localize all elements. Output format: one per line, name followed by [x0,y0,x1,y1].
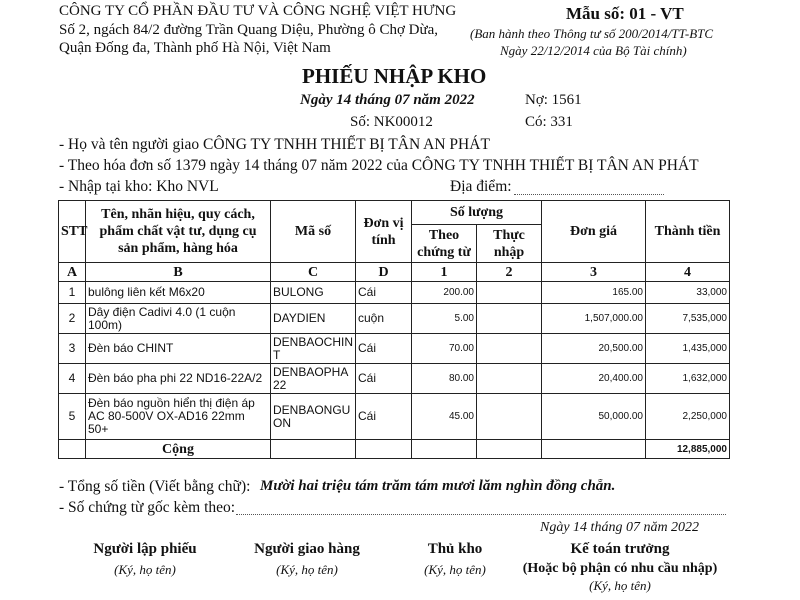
signature-title: Kế toán trưởng [570,541,670,557]
letter-c: C [271,263,356,282]
row-stt: 1 [59,282,86,304]
row-qty-doc: 45.00 [412,394,477,440]
document-title: PHIẾU NHẬP KHO [302,64,487,88]
letter-1: 1 [412,263,477,282]
document-number: Số: NK00012 [350,114,433,130]
header-quantity: Số lượng [412,201,542,225]
signature-title: Người giao hàng [254,541,360,557]
row-code: DENBAONGUON [271,394,356,440]
row-price: 20,500.00 [542,334,646,364]
table-row [59,304,730,334]
row-qty-actual [477,304,542,334]
row-name: Đèn báo CHINT [86,334,271,364]
row-name: Đèn báo pha phi 22 ND16-22A/2 [86,364,271,394]
row-qty-doc: 200.00 [412,282,477,304]
signature-title: Người lập phiếu [93,541,197,557]
location-label: Địa điểm: [450,178,512,195]
row-code: DENBAOPHA22 [271,364,356,394]
header-amount: Thành tiền [646,201,730,263]
row-price: 20,400.00 [542,364,646,394]
company-address-line1: Số 2, ngách 84/2 đường Trần Quang Diệu, Phường ô Chợ Dừa, [59,22,439,38]
signature-note: (Ký, họ tên) [424,562,486,577]
sign-date: Ngày 14 tháng 07 năm 2022 [540,520,700,535]
row-code: DENBAOCHINT [271,334,356,364]
attachments-line: - Số chứng từ gốc kèm theo: [59,499,236,516]
row-name: Đèn báo nguồn hiển thị điện áp AC 80-500V OX-AD16 22mm 50+ [86,394,271,440]
table-row [59,364,730,394]
header-unit: Đơn vị tính [356,201,412,263]
table-row [59,334,730,364]
signature-block-preparer [70,541,220,578]
credit-account: Có: 331 [525,114,573,130]
row-name: Dây điện Cadivi 4.0 (1 cuộn 100m) [86,304,271,334]
row-qty-actual [477,282,542,304]
row-amount: 2,250,000 [646,394,730,440]
row-unit: Cái [356,334,412,364]
letter-2: 2 [477,263,542,282]
row-stt: 3 [59,334,86,364]
row-unit: Cái [356,364,412,394]
total-words-label: - Tổng số tiền (Viết bằng chữ): [59,478,251,495]
header-code: Mã số [271,201,356,263]
letter-3: 3 [542,263,646,282]
company-address-line2: Quận Đống đa, Thành phố Hà Nội, Việt Nam [59,40,331,56]
row-amount: 33,000 [646,282,730,304]
header-name: Tên, nhãn hiệu, quy cách, phẩm chất vật tư, dụng cụ sản phẩm, hàng hóa [86,201,271,263]
letter-d: D [356,263,412,282]
row-code: DAYDIEN [271,304,356,334]
row-qty-actual [477,364,542,394]
header-qty-actual: Thực nhập [477,225,542,263]
row-unit: Cái [356,394,412,440]
total-row [59,440,730,459]
signature-note: (Ký, họ tên) [276,562,338,577]
signature-block-deliverer [232,541,382,578]
row-qty-actual [477,394,542,440]
signature-block-storekeeper [400,541,510,578]
header-qty-doc: Theo chứng từ [412,225,477,263]
row-stt: 5 [59,394,86,440]
total-words: Mười hai triệu tám trăm tám mươi lăm nghìn đồng chẵn. [260,478,616,494]
row-name: bulông liên kết M6x20 [86,282,271,304]
letter-a: A [59,263,86,282]
form-code: Mẫu số: 01 - VT [566,4,684,23]
row-price: 165.00 [542,282,646,304]
signature-block-accountant [505,541,735,594]
circular-line2: Ngày 22/12/2014 của Bộ Tài chính) [500,43,687,58]
location-dotted-line [514,194,664,195]
header-stt: STT [59,201,86,263]
total-label: Cộng [86,440,271,459]
signature-note: (Ký, họ tên) [114,562,176,577]
invoice-line: - Theo hóa đơn số 1379 ngày 14 tháng 07 năm 2022 của CÔNG TY TNHH THIẾT BỊ TÂN AN PHÁT [59,157,699,174]
row-amount: 7,535,000 [646,304,730,334]
document-date: Ngày 14 tháng 07 năm 2022 [300,92,475,108]
company-name: CÔNG TY CỔ PHẦN ĐẦU TƯ VÀ CÔNG NGHỆ VIỆT HƯNG [59,3,457,19]
row-qty-doc: 80.00 [412,364,477,394]
row-amount: 1,435,000 [646,334,730,364]
goods-table [58,200,730,459]
signature-note: (Ký, họ tên) [589,578,651,593]
row-qty-doc: 70.00 [412,334,477,364]
signature-subtitle: (Hoặc bộ phận có nhu cầu nhập) [522,561,718,576]
row-unit: Cái [356,282,412,304]
letter-4: 4 [646,263,730,282]
total-amount: 12,885,000 [646,440,730,459]
header-price: Đơn giá [542,201,646,263]
row-code: BULONG [271,282,356,304]
letter-b: B [86,263,271,282]
row-qty-doc: 5.00 [412,304,477,334]
row-amount: 1,632,000 [646,364,730,394]
row-qty-actual [477,334,542,364]
row-stt: 2 [59,304,86,334]
deliverer-line: - Họ và tên người giao CÔNG TY TNHH THIẾT BỊ TÂN AN PHÁT [59,136,490,153]
warehouse-line: - Nhập tại kho: Kho NVL [59,178,219,195]
signature-title: Thủ kho [427,541,483,557]
row-unit: cuộn [356,304,412,334]
row-stt: 4 [59,364,86,394]
row-price: 50,000.00 [542,394,646,440]
table-row [59,282,730,304]
circular-line1: (Ban hành theo Thông tư số 200/2014/TT-BTC [470,26,714,41]
debit-account: Nợ: 1561 [525,92,582,108]
row-price: 1,507,000.00 [542,304,646,334]
table-row [59,394,730,440]
attachments-dotted-line [236,514,726,515]
